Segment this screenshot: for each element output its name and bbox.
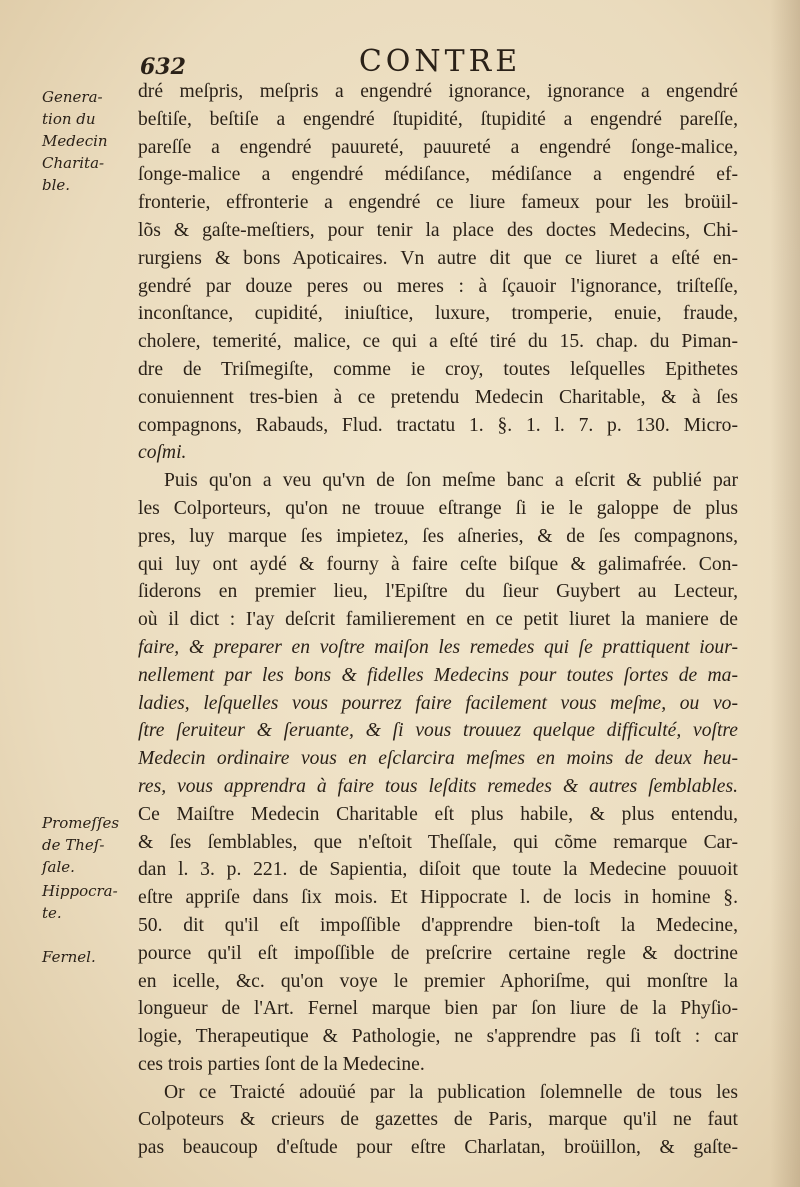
- margin-note-line: de Theſ-: [42, 836, 105, 854]
- text-line: inconſtance, cupidité, iniuſtice, luxure, tromperie, enuie, fraude,: [138, 303, 738, 325]
- margin-note-line: Hippocra-: [42, 882, 118, 900]
- text-line: Or ce Traicté adouüé par la publication ſolemnelle de tous les: [164, 1081, 738, 1103]
- text-line: 50. dit qu'il eſt impoſſible d'apprendre bien-toſt la Medecine,: [138, 914, 738, 936]
- text-line: coſmi.: [138, 442, 187, 464]
- margin-note-fernel: [42, 946, 134, 968]
- margin-note-line: Promeſſes: [42, 814, 120, 832]
- margin-note-generation: [42, 86, 134, 196]
- text-line: où il dict : I'ay deſcrit familierement en ce petit liuret la maniere de: [138, 609, 738, 631]
- text-line: eſtre appriſe dans ſix mois. Et Hippocrate l. de locis in homine §.: [138, 887, 738, 909]
- margin-note-line: tion du: [42, 110, 96, 128]
- margin-note-line: Fernel.: [42, 948, 96, 966]
- text-line: & ſes ſemblables, que n'eſtoit Theſſale, qui cõme remarque Car-: [138, 831, 738, 853]
- text-line: dré meſpris, meſpris a engendré ignorance, ignorance a engendré: [138, 81, 738, 102]
- text-line: ladies, leſquelles vous pourrez faire facilement vous meſme, ou vo-: [138, 692, 738, 714]
- text-line: compagnons, Rabauds, Flud. tractatu 1. §. 1. l. 7. p. 130. Micro-: [138, 414, 738, 436]
- text-line: longueur de l'Art. Fernel marque bien par ſon liure de la Phyſio-: [138, 998, 738, 1020]
- body-text: [138, 78, 738, 1162]
- text-line: pas beaucoup d'eſtude pour eſtre Charlatan, broüillon, & gaſte-: [138, 1137, 738, 1159]
- text-line: pareſſe a engendré pauureté, pauureté a engendré ſonge-malice,: [138, 136, 738, 158]
- margin-note-line: ble.: [42, 176, 71, 194]
- text-line: qui luy ont aydé & fourny à faire ceſte biſque & galimafrée. Con-: [138, 553, 738, 575]
- text-line: les Colporteurs, qu'on ne trouue eſtrange ſi ie le galoppe de plus: [138, 497, 738, 519]
- text-line: pource qu'il eſt impoſſible de preſcrire certaine regle & doctrine: [138, 942, 738, 964]
- text-line: rurgiens & bons Apoticaires. Vn autre dit que ce liuret a eſté en-: [138, 247, 738, 269]
- text-line: beſtiſe, beſtiſe a engendré ſtupidité, ſtupidité a engendré pareſſe,: [138, 108, 738, 130]
- text-line: ces trois parties ſont de la Medecine.: [138, 1053, 425, 1075]
- margin-note-line: Charita-: [42, 154, 105, 172]
- margin-note-line: ſale.: [42, 858, 75, 876]
- text-line: cholere, temerité, malice, ce qui a eſté tiré du 15. chap. du Piman-: [138, 331, 738, 353]
- margin-note-line: Genera-: [42, 88, 103, 106]
- margin-note-promesses: [42, 812, 134, 878]
- running-head: CONTRE: [358, 44, 522, 79]
- text-line: res, vous apprendra à faire tous leſdits remedes & autres ſemblables.: [138, 775, 738, 797]
- text-line: faire, & preparer en voſtre maiſon les remedes qui ſe prattiquent iour-: [138, 636, 738, 658]
- margin-note-hippocrate: [42, 880, 134, 924]
- margin-notes: [42, 0, 134, 1187]
- text-line: lõs & gaſte-meſtiers, pour tenir la place des doctes Medecins, Chi-: [138, 219, 738, 241]
- text-line: Medecin ordinaire vous en eſclarcira meſmes en moins de deux heu-: [138, 748, 738, 770]
- text-line: ſtre ſeruiteur & ſeruante, & ſi vous trouuez quelque difficulté, voſtre: [138, 720, 738, 742]
- text-line: ſonge-malice a engendré médiſance, médiſance a engendré ef-: [138, 164, 738, 186]
- page-number: 632: [140, 54, 186, 80]
- text-line: pres, luy marque ſes impietez, ſes aſneries, & de ſes compagnons,: [138, 525, 738, 547]
- text-line: gendré par douze peres ou meres : à ſçauoir l'ignorance, triſteſſe,: [138, 275, 738, 297]
- text-line: dan l. 3. p. 221. de Sapientia, diſoit que toute la Medecine pouuoit: [138, 859, 738, 881]
- margin-note-line: te.: [42, 904, 62, 922]
- text-line: Ce Maiſtre Medecin Charitable eſt plus habile, & plus entendu,: [138, 803, 738, 825]
- text-line: conuiennent tres-bien à ce pretendu Medecin Charitable, & à ſes: [138, 386, 738, 408]
- spine-shadow: [770, 0, 800, 1187]
- text-line: logie, Therapeutique & Pathologie, ne s'apprendre pas ſi toſt : car: [138, 1026, 738, 1048]
- text-line: Puis qu'on a veu qu'vn de ſon meſme banc a eſcrit & publié par: [164, 470, 738, 492]
- margin-note-line: Medecin: [42, 132, 108, 150]
- text-line: ſiderons en premier lieu, l'Epiſtre du ſieur Guybert au Lecteur,: [138, 581, 738, 603]
- text-line: en icelle, &c. qu'on voye le premier Aphoriſme, qui monſtre la: [138, 970, 738, 992]
- text-line: nellement par les bons & fidelles Medecins pour toutes ſortes de ma-: [138, 664, 738, 686]
- text-line: fronterie, effronterie a engendré ce liure fameux pour les broüil-: [138, 192, 738, 214]
- text-line: dre de Triſmegiſte, comme ie croy, toutes leſquelles Epithetes: [138, 358, 738, 380]
- text-line: Colpoteurs & crieurs de gazettes de Paris, marque qu'il ne faut: [138, 1109, 738, 1131]
